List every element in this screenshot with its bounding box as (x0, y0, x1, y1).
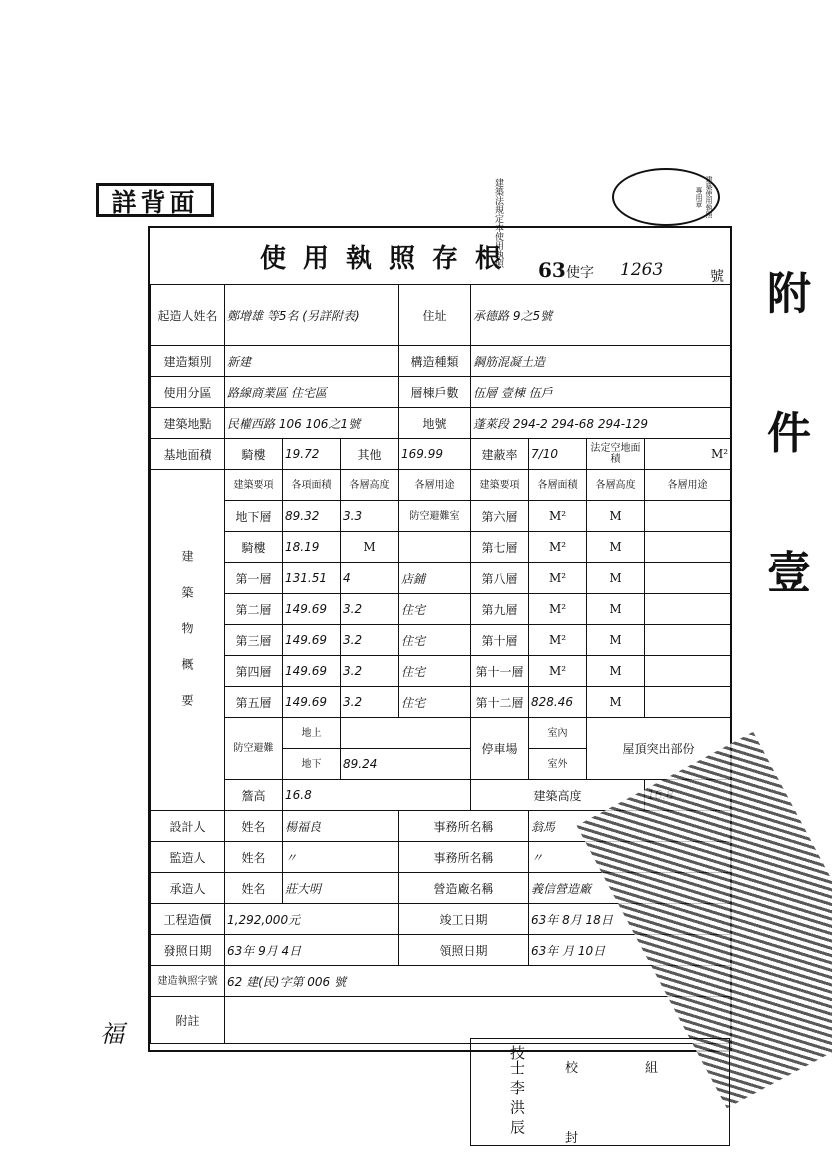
table-row-right: 第七層 (471, 532, 529, 563)
lot-value: 蓬萊段 294-2 294-68 294-129 (471, 408, 731, 439)
category-label: 建造類別 (151, 346, 225, 377)
approval-seal: 封 (565, 1131, 579, 1146)
table-row: 第五層 (225, 687, 283, 718)
address-value: 承德路 9之5號 (471, 285, 731, 346)
permit-char: 使字 (566, 265, 594, 281)
floor-use: 住宅 (399, 656, 471, 687)
open-label: 法定空地面積 (587, 439, 645, 470)
receive-value: 63年 月 10日 (529, 935, 731, 966)
table-row-right: 第九層 (471, 594, 529, 625)
coverage-label: 建蔽率 (471, 439, 529, 470)
header-item-right: 建築要項 (471, 470, 529, 501)
m2-unit: M² (529, 532, 587, 563)
parking-in: 室內 (529, 718, 587, 749)
completion-value: 63年 8月 18日 (529, 904, 731, 935)
shelter-label: 防空避難 (225, 718, 283, 780)
page-title: 使用執照存根 (260, 244, 519, 274)
m2-unit: M² (529, 625, 587, 656)
m-unit: M (587, 687, 645, 718)
floor-area: 149.69 (283, 625, 341, 656)
floor-area: 131.51 (283, 563, 341, 594)
m-unit: M (341, 532, 399, 563)
header-area: 各項面積 (283, 470, 341, 501)
firm-value: 義信營造廠 (529, 873, 731, 904)
table-row-right: 第十一層 (471, 656, 529, 687)
approval-check: 校 (565, 1061, 579, 1076)
office-label: 事務所名稱 (399, 811, 529, 842)
approval-group: 組 (645, 1061, 659, 1076)
m-unit: M (587, 594, 645, 625)
table-row: 騎樓 (225, 532, 283, 563)
side-characters: 附 件 壹 (759, 270, 810, 633)
m-unit: M (587, 563, 645, 594)
m2-unit: M² (529, 594, 587, 625)
applicant-value: 鄭增雄 等5名 (另詳附表) (225, 285, 399, 346)
floors-value: 伍層 壹棟 伍戶 (471, 377, 731, 408)
floor-height: 3.2 (341, 687, 399, 718)
supervisor-name: 〃 (283, 842, 399, 873)
zone-value: 路線商業區 住宅區 (225, 377, 399, 408)
m-unit: M (587, 501, 645, 532)
total-area: 828.46 (529, 687, 587, 718)
license-value: 62 建(民)字第 006 號 (225, 966, 731, 997)
floor-use: 店鋪 (399, 563, 471, 594)
header-use-right: 各層用途 (645, 470, 731, 501)
floor-area: 149.69 (283, 687, 341, 718)
margin-note: 福 (100, 1020, 124, 1048)
site-value: 民權西路 106 106之1號 (225, 408, 399, 439)
open-unit: M² (645, 439, 731, 470)
other-value: 169.99 (399, 439, 471, 470)
m-unit: M (587, 532, 645, 563)
permit-number: 1263 (620, 260, 664, 280)
firm-label: 營造廠名稱 (399, 873, 529, 904)
structure-value: 鋼筋混凝土造 (471, 346, 731, 377)
permit-year: 63 (538, 258, 566, 282)
m2-unit: M² (529, 501, 587, 532)
shelter-above: 地上 (283, 718, 341, 749)
lot-label: 地號 (399, 408, 471, 439)
office-value-2: 〃 (529, 842, 731, 873)
receive-label: 領照日期 (399, 935, 529, 966)
header-area-right: 各層面積 (529, 470, 587, 501)
header-height: 各層高度 (341, 470, 399, 501)
table-row: 第二層 (225, 594, 283, 625)
header-use: 各層用途 (399, 470, 471, 501)
parking-out: 室外 (529, 749, 587, 780)
floor-area: 89.32 (283, 501, 341, 532)
issue-value: 63年 9月 4日 (225, 935, 399, 966)
base-label: 基地面積 (151, 439, 225, 470)
note-value (225, 997, 731, 1044)
parking-label: 停車場 (471, 718, 529, 780)
contractor-name: 莊大明 (283, 873, 399, 904)
shelter-below-value: 89.24 (341, 749, 471, 780)
table-row-right: 第十層 (471, 625, 529, 656)
contractor-label: 承造人 (151, 873, 225, 904)
floor-area: 149.69 (283, 594, 341, 625)
designer-label: 設計人 (151, 811, 225, 842)
floor-use: 住宅 (399, 625, 471, 656)
table-row-right: 第六層 (471, 501, 529, 532)
table-row: 第一層 (225, 563, 283, 594)
m2-unit: M² (529, 563, 587, 594)
office-value: 翁馬 (529, 811, 731, 842)
table-row: 第四層 (225, 656, 283, 687)
seal-stamp: 建築使用執照專用章 (612, 168, 720, 226)
license-label: 建造執照字號 (151, 966, 225, 997)
floor-height: 3.2 (341, 594, 399, 625)
m-unit: M (587, 625, 645, 656)
category-value: 新建 (225, 346, 399, 377)
address-label: 住址 (399, 285, 471, 346)
completion-label: 竣工日期 (399, 904, 529, 935)
table-row: 第三層 (225, 625, 283, 656)
arcade-label: 騎樓 (225, 439, 283, 470)
bheight-label: 建築高度 (471, 780, 645, 811)
permit-unit: 號 (710, 269, 724, 285)
floor-use: 住宅 (399, 594, 471, 625)
floor-height: 4 (341, 563, 399, 594)
arcade-value: 19.72 (283, 439, 341, 470)
floor-use: 防空避難室 (399, 501, 471, 532)
approval-box (470, 1038, 730, 1146)
designer-name: 楊福良 (283, 811, 399, 842)
issue-label: 發照日期 (151, 935, 225, 966)
m2-unit: M² (529, 656, 587, 687)
header-note: 建築法規定本使用執照 (493, 178, 503, 268)
floor-area: 149.69 (283, 656, 341, 687)
name-label: 姓名 (225, 842, 283, 873)
shelter-below: 地下 (283, 749, 341, 780)
cost-label: 工程造價 (151, 904, 225, 935)
other-label: 其他 (341, 439, 399, 470)
zone-label: 使用分區 (151, 377, 225, 408)
header-item: 建築要項 (225, 470, 283, 501)
supervisor-label: 監造人 (151, 842, 225, 873)
table-row: 地下層 (225, 501, 283, 532)
structure-label: 構造種類 (399, 346, 471, 377)
office-label: 事務所名稱 (399, 842, 529, 873)
building-section-label: 建築物概要 (151, 470, 225, 811)
eave-label: 簷高 (225, 780, 283, 811)
name-label: 姓名 (225, 873, 283, 904)
floor-height: 3.2 (341, 656, 399, 687)
floors-label: 層棟戶數 (399, 377, 471, 408)
floor-use: 住宅 (399, 687, 471, 718)
roof-label: 屋頂突出部份 (587, 718, 731, 780)
table-row-right: 第十二層 (471, 687, 529, 718)
site-label: 建築地點 (151, 408, 225, 439)
m-unit: M (587, 656, 645, 687)
applicant-label: 起造人姓名 (151, 285, 225, 346)
table-row-right: 第八層 (471, 563, 529, 594)
coverage-value: 7/10 (529, 439, 587, 470)
floor-height: 3.2 (341, 625, 399, 656)
cost-value: 1,292,000元 (225, 904, 399, 935)
approval-technician: 技士 李 洪 辰 (508, 1045, 526, 1135)
detail-stamp: 詳背面 (96, 183, 214, 217)
eave-value: 16.8 (283, 780, 471, 811)
note-label: 附註 (151, 997, 225, 1044)
floor-height: 3.3 (341, 501, 399, 532)
name-label: 姓名 (225, 811, 283, 842)
header-height-right: 各層高度 (587, 470, 645, 501)
floor-area: 18.19 (283, 532, 341, 563)
